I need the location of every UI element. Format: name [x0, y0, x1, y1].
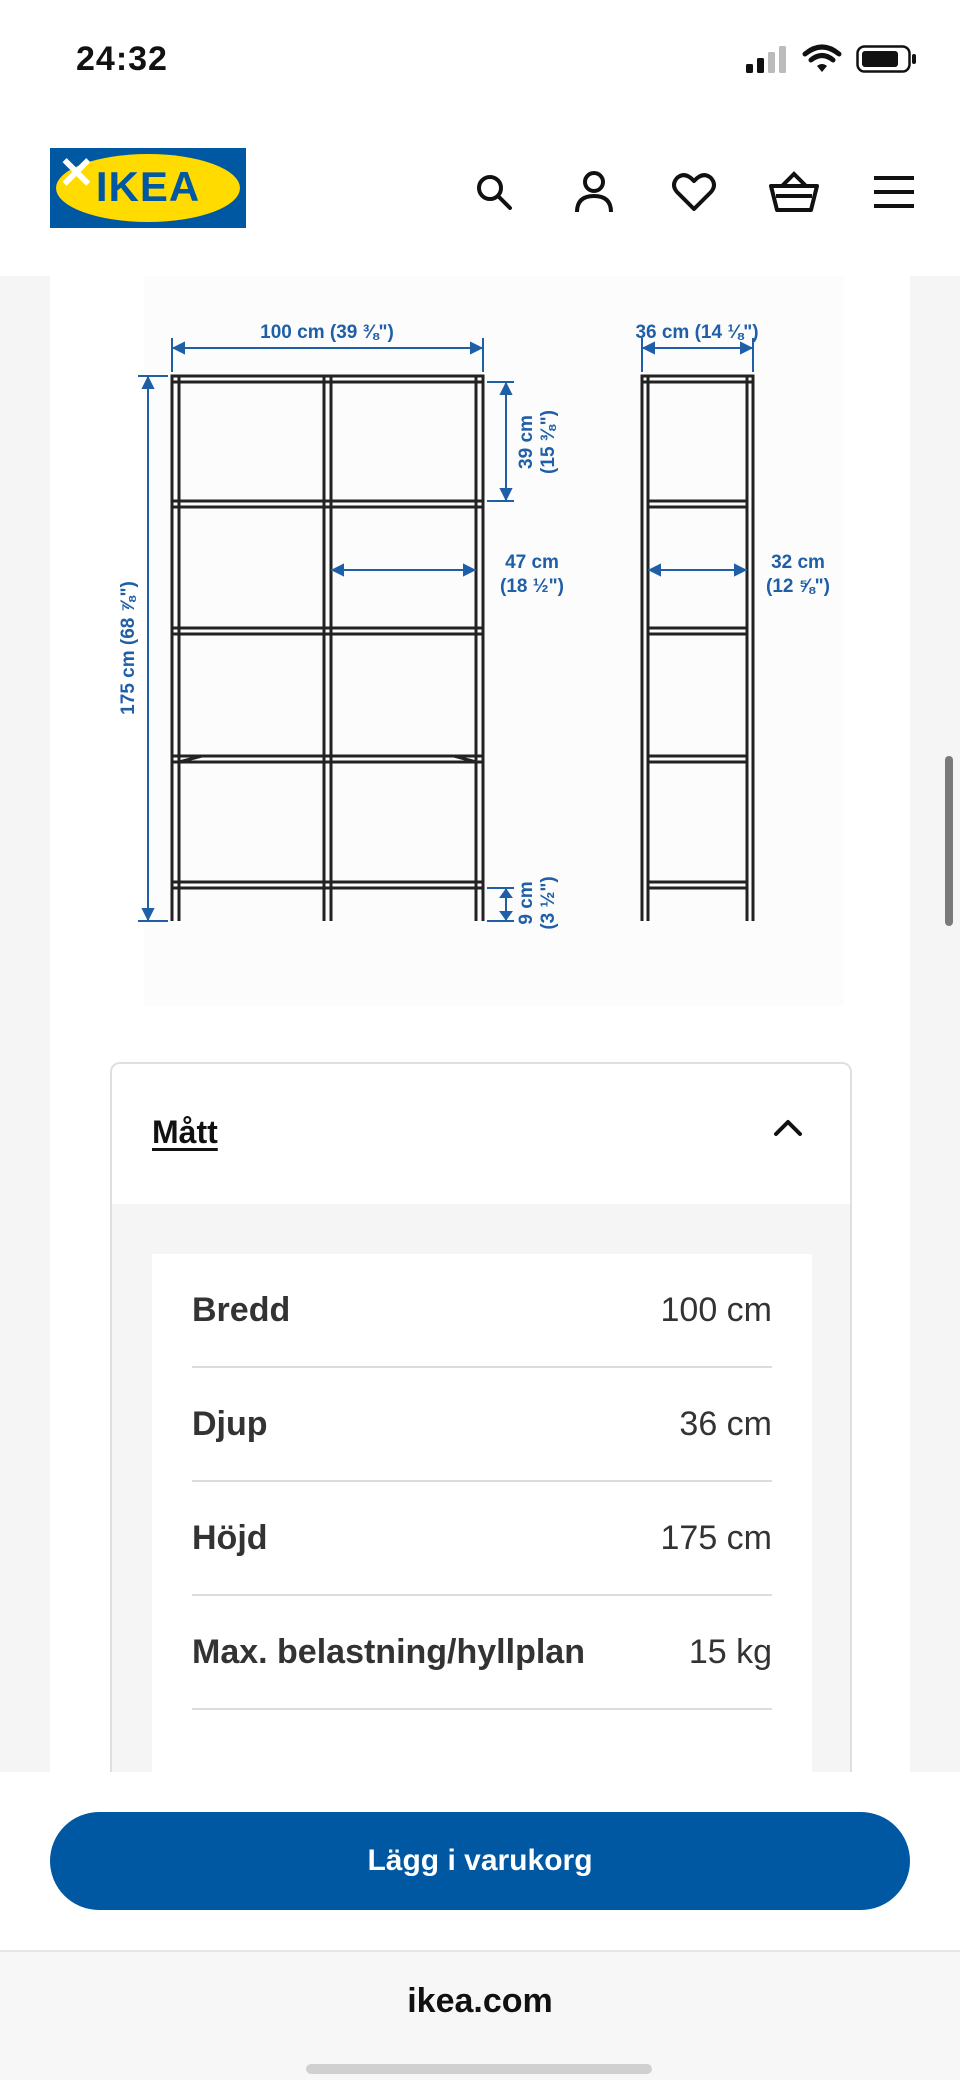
- spec-value: 36 cm: [679, 1404, 772, 1443]
- browser-url-bar[interactable]: [0, 1950, 960, 2080]
- logo-overlay-mark: ✕: [58, 149, 95, 198]
- accordion-title: Mått: [152, 1114, 218, 1150]
- accordion-body: [112, 1204, 850, 1772]
- side-depth-label: 36 cm (14 ⅛"): [635, 322, 759, 343]
- ikea-logo[interactable]: [50, 148, 246, 228]
- wifi-icon: [802, 44, 842, 74]
- spec-row-max-load: [192, 1596, 772, 1710]
- status-bar: [0, 0, 960, 120]
- bottom-clearance-in-label: (3 ½"): [538, 876, 559, 930]
- spec-value: 15 kg: [688, 1632, 772, 1671]
- battery-icon: [856, 44, 918, 74]
- spec-row-width: [192, 1254, 772, 1368]
- dimension-diagram: [92, 276, 852, 1006]
- status-time: 24:32: [76, 40, 168, 78]
- status-icons: [744, 44, 918, 74]
- header-icons: [464, 162, 924, 222]
- spec-row-height: [192, 1482, 772, 1596]
- product-content[interactable]: [0, 276, 960, 1772]
- logo-text: IKEA: [95, 163, 201, 210]
- add-to-cart-button[interactable]: Lägg i varukorg: [50, 1812, 910, 1910]
- scrollbar[interactable]: [945, 756, 953, 926]
- inner-depth-cm-label: 32 cm: [771, 552, 825, 573]
- inner-width-cm-label: 47 cm: [505, 552, 559, 573]
- dimensions-accordion: [110, 1062, 852, 1772]
- signal-icon: [744, 44, 788, 74]
- user-icon[interactable]: [564, 162, 624, 222]
- diagram-background: [144, 276, 844, 1006]
- url-text[interactable]: ikea.com: [407, 1982, 553, 2020]
- inner-width-in-label: (18 ½"): [500, 576, 564, 597]
- chevron-up-icon[interactable]: [772, 1116, 804, 1140]
- shelf-spacing-cm-label: 39 cm: [516, 415, 537, 469]
- menu-icon[interactable]: [864, 162, 924, 222]
- front-width-label: 100 cm (39 ⅜"): [260, 322, 394, 343]
- bottom-clearance-cm-label: 9 cm: [516, 881, 537, 925]
- total-height-label: 175 cm (68 ⅞"): [118, 581, 139, 715]
- spec-value: 100 cm: [660, 1290, 772, 1329]
- heart-icon[interactable]: [664, 162, 724, 222]
- spec-row-depth: [192, 1368, 772, 1482]
- spec-value: 175 cm: [660, 1518, 772, 1557]
- spec-label: Max. belastning/hyllplan: [192, 1632, 585, 1671]
- spec-label: Djup: [192, 1404, 268, 1443]
- inner-depth-in-label: (12 ⅝"): [766, 576, 830, 597]
- spec-label: Bredd: [192, 1290, 291, 1329]
- accordion-header[interactable]: [112, 1064, 850, 1204]
- search-icon[interactable]: [464, 162, 524, 222]
- spec-label: Höjd: [192, 1518, 268, 1557]
- basket-icon[interactable]: [764, 162, 824, 222]
- home-indicator[interactable]: [306, 2064, 652, 2074]
- cta-area: [0, 1772, 960, 1950]
- spec-list: [152, 1254, 812, 1772]
- site-header: [0, 120, 960, 276]
- shelf-spacing-in-label: (15 ⅜"): [538, 410, 559, 474]
